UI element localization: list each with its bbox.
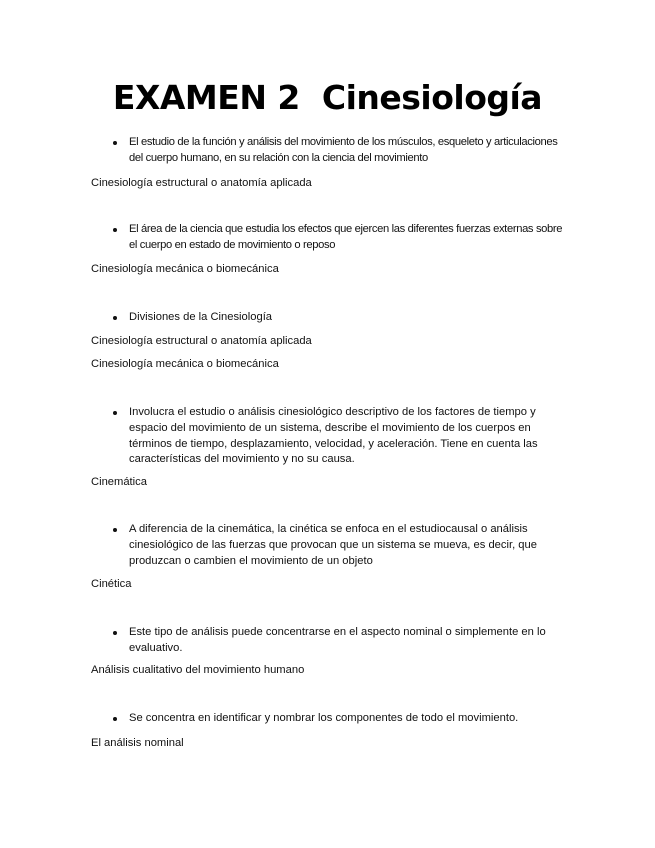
question-item xyxy=(129,711,569,727)
answer-text: Cinemática xyxy=(91,476,147,488)
question-item xyxy=(129,135,569,167)
answer-text: Cinesiología estructural o anatomía aplicada xyxy=(91,177,312,189)
bullet-icon xyxy=(113,141,117,145)
bullet-icon xyxy=(113,411,117,415)
answer-text: Cinesiología mecánica o biomecánica xyxy=(91,263,279,275)
bullet-icon xyxy=(113,717,117,721)
answer-text: Análisis cualitativo del movimiento humano xyxy=(91,664,305,676)
question-item xyxy=(129,405,569,468)
answer-text: Cinesiología mecánica o biomecánica xyxy=(91,358,279,370)
question-item xyxy=(129,625,569,657)
question-text: Divisiones de la Cinesiología xyxy=(129,311,273,323)
answer-text: Cinética xyxy=(91,578,132,590)
question-item xyxy=(129,310,569,326)
question-item xyxy=(129,522,569,569)
question-text: Este tipo de análisis puede concentrarse en el aspecto nominal o simplemente en lo evaluativo. xyxy=(129,626,546,654)
bullet-icon xyxy=(113,631,117,635)
question-text: El estudio de la función y análisis del movimiento de los músculos, esqueleto y articulaciones del cuerpo humano, en su relación con la ciencia del movimiento xyxy=(129,136,558,164)
question-item xyxy=(129,222,569,254)
question-text: A diferencia de la cinemática, la cinética se enfoca en el estudiocausal o análisis cinesiológico de las fuerzas que provocan que un sistema se mueva, es decir, que produzcan o cambien el movimiento de un objeto xyxy=(129,523,537,567)
question-text: Involucra el estudio o análisis cinesiológico descriptivo de los factores de tiempo y espacio del movimiento de un sistema, describe el movimiento de los cuerpos en términos de tiempo, desplazamiento, velocidad, y aceleración. Tiene en cuenta las características del movimiento y no su causa. xyxy=(129,406,538,466)
page-title: EXAMEN 2 Cinesiología xyxy=(112,78,543,117)
question-text: Se concentra en identificar y nombrar los componentes de todo el movimiento. xyxy=(129,712,519,724)
answer-text: El análisis nominal xyxy=(91,737,184,749)
bullet-icon xyxy=(113,228,117,232)
question-text: El área de la ciencia que estudia los efectos que ejercen las diferentes fuerzas externas sobre el cuerpo en estado de movimiento o reposo xyxy=(129,223,563,251)
answer-text: Cinesiología estructural o anatomía aplicada xyxy=(91,335,312,347)
bullet-icon xyxy=(113,528,117,532)
bullet-icon xyxy=(113,316,117,320)
